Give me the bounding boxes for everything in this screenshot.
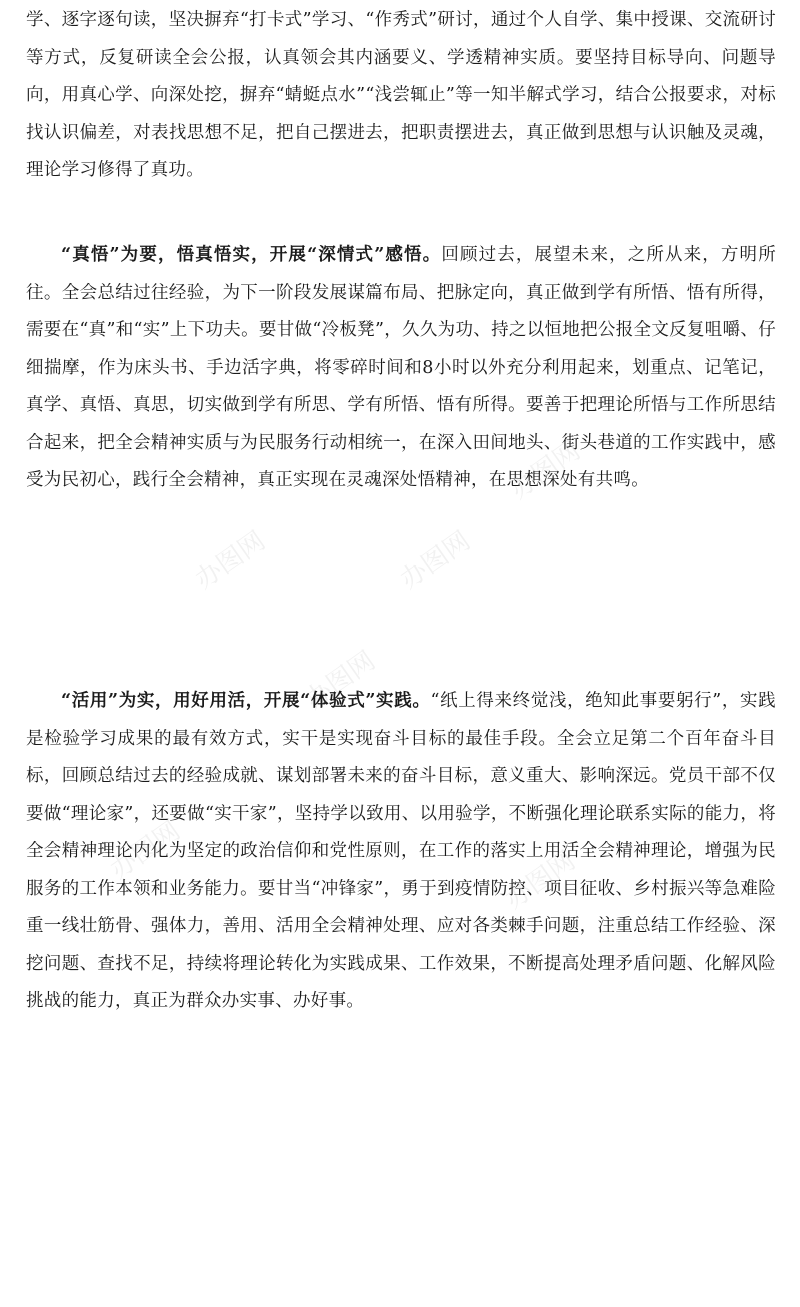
watermark-text: 办图网 — [299, 645, 381, 716]
paragraph-3-body: “纸上得来终觉浅，绝知此事要躬行”，实践是检验学习成果的最有效方式，实干是实现奋斗目标的最佳手段。全会立足第二个百年奋斗目标，回顾总结过去的经验成就、谋划部署未来的奋斗目标，意义重大、影响深远。党员干部不仅要做“理论家”，还要做“实干家”，坚持学以致用、以用验学，不断强化理论联系实际的能力，将全会精神理论内化为坚定的政治信仰和党性原则，在工作的落实上用活全会精神理论，增强为民服务的工作本领和业务能力。要甘当“冲锋家”，勇于到疫情防控、项目征收、乡村振兴等急难险重一线壮筋骨、强体力，善用、活用全会精神处理、应对各类棘手问题，注重总结工作经验、深挖问题、查找不足，持续将理论转化为实践成果、工作效果，不断提高处理矛盾问题、化解风险挑战的能力，真正为群众办实事、办好事。 — [26, 691, 776, 1011]
watermark-text: 办图网 — [394, 525, 476, 596]
paragraph-1-body: 学、逐字逐句读，坚决摒弃“打卡式”学习、“作秀式”研讨，通过个人自学、集中授课、交流研讨等方式，反复研读全会公报，认真领会其内涵要义、学透精神实质。要坚持目标导向、问题导向，用真心学、向深处挖，摒弃“蜻蜓点水”“浅尝辄止”等一知半解式学习，结合公报要求，对标找认识偏差，对表找思想不足，把自己摆进去，把职责摆进去，真正做到思想与认识触及灵魂，理论学习修得了真功。 — [26, 10, 776, 180]
watermark-text: 办图网 — [189, 525, 271, 596]
paragraph-3-heading: “活用”为实，用好用活，开展“体验式”实践。 — [61, 691, 431, 711]
watermark-text: 办图网 — [104, 815, 186, 886]
paragraph-2 — [26, 237, 776, 500]
paragraph-3 — [26, 683, 776, 1021]
paragraph-1 — [26, 2, 776, 190]
paragraph-2-body: 回顾过去，展望未来，之所从来，方明所往。全会总结过往经验，为下一阶段发展谋篇布局、把脉定向，真正做到学有所悟、悟有所得，需要在“真”和“实”上下功夫。要甘做“冷板凳”，久久为功、持之以恒地把公报全文反复咀嚼、仔细揣摩，作为床头书、手边活字典，将零碎时间和8小时以外充分利用起来，划重点、记笔记，真学、真悟、真思，切实做到学有所思、学有所悟、悟有所得。要善于把理论所悟与工作所思结合起来，把全会精神实质与为民服务行动相统一，在深入田间地头、街头巷道的工作实践中，感受为民初心，践行全会精神，真正实现在灵魂深处悟精神，在思想深处有共鸣。 — [26, 245, 776, 490]
paragraph-2-heading: “真悟”为要，悟真悟实，开展“深情式”感悟。 — [61, 245, 442, 265]
watermark-text: 办图网 — [499, 845, 581, 916]
watermark-text: 办图网 — [504, 435, 586, 506]
